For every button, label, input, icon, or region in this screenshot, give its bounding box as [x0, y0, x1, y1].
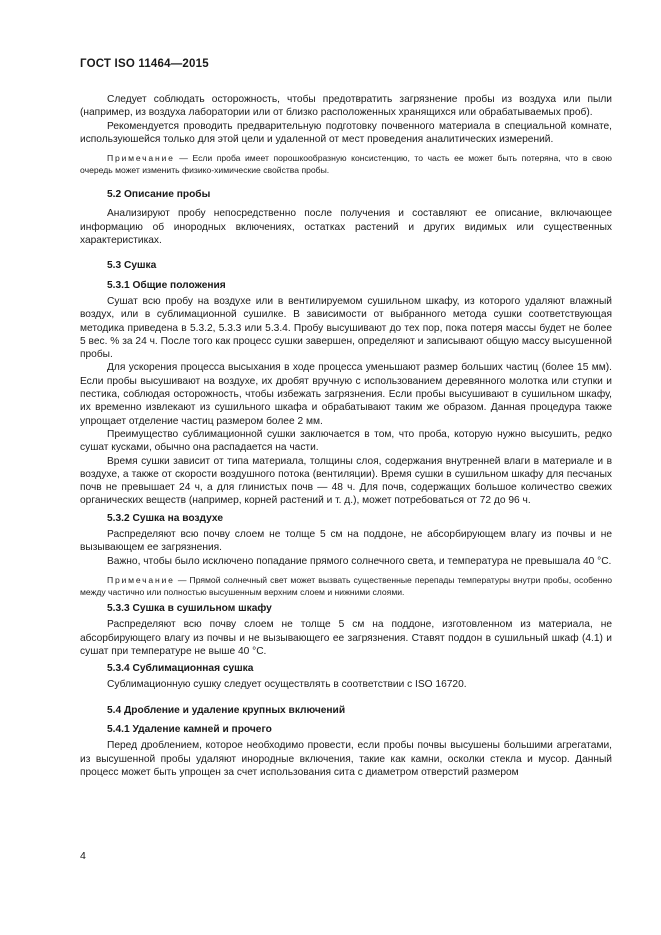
section-heading-5-3-1: 5.3.1 Общие положения	[107, 279, 226, 291]
section-heading-5-3-4: 5.3.4 Сублимационная сушка	[107, 663, 254, 675]
note-label: Примечание	[107, 574, 175, 585]
note-text: — Прямой солнечный свет может вызвать существенные перепады температуры внутри пробы, особенно между частично или полностью высушенным верхним слоем и нижними слоями.	[80, 574, 612, 597]
paragraph: Перед дроблением, которое необходимо провести, если пробы почвы высушены большими агрегатами, из высушенной пробы удаляют инородные включения, такие как камни, осколки стекла и мусор. Данный процесс может быть упрощен за счет использования сита с диаметром отверстий размером	[80, 740, 612, 778]
note-text: — Если проба имеет порошкообразную консистенцию, то часть ее может быть потеряна, что в свою очередь может изменить физико-химические свойства пробы.	[80, 153, 612, 176]
section-heading-5-3-3: 5.3.3 Сушка в сушильном шкафу	[107, 602, 272, 614]
paragraph: Важно, чтобы было исключено попадание прямого солнечного света, и температура не превышала 40 °С.	[107, 555, 612, 567]
paragraph: Анализируют пробу непосредственно после получения и составляют ее описание, включающее информацию об инородных включениях, остатках растений и других видимых или существенных характеристиках.	[80, 208, 612, 247]
paragraph: Рекомендуется проводить предварительную подготовку почвенного материала в специальной комнате, используюшейся только для этой цели и удаленной от мест проведения аналитических измерений.	[80, 120, 612, 145]
paragraph: Сублимационную сушку следует осуществлять в соответствии с ISO 16720.	[107, 679, 467, 691]
note-label: Примечание	[107, 153, 175, 164]
paragraph: Распределяют всю почву слоем не толще 5 см на поддоне, не абсорбирующем влагу из почвы и не вызывающем ее загрязнения.	[80, 529, 612, 554]
document-header: ГОСТ ISO 11464—2015	[80, 58, 209, 70]
section-heading-5-2: 5.2 Описание пробы	[107, 189, 211, 201]
paragraph: Преимущество сублимационной сушки заключается в том, что проба, которую нужно высушить, редко сушат кусками, обычно она распадается на части.	[80, 428, 612, 454]
document-body	[80, 93, 612, 779]
section-heading-5-3: 5.3 Сушка	[107, 260, 157, 272]
paragraph: Для ускорения процесса высыхания в ходе процесса уменьшают размер больших частиц (более 15 мм). Если пробы высушивают на воздухе, их дробят вручную с использованием деревянного молотка или ступки и пестика, соблюдая осторожность, чтобы избежать загрязнения. Если пробы высушивают в сушильном шкафу, их временно извлекают из сушильного шкафа и обрабатывают таким же образом. Данная процедура также упрощает отделение частиц размером более 2 мм.	[80, 362, 612, 427]
paragraph: Распределяют всю почву слоем не толще 5 см на поддоне, изготовленном из материала, не абсорбирующего влагу из почвы и не вызывающего ее загрязнения. Ставят поддон в сушильный шкаф (4.1) и сушат при температуре не выше 40 °С.	[80, 619, 612, 657]
paragraph: Сушат всю пробу на воздухе или в вентилируемом сушильном шкафу, из которого удаляют влажный воздух, или в сублимационной сушилке. В зависимости от выбранного метода сушки соответствующая методика приведена в 5.3.2, 5.3.3 или 5.3.4. Пробу высушивают до тех пор, пока потеря массы будет не более 5 вес. % за 24 ч. После того как процесс сушки завершен, определяют и записывают общую массу высушенной пробы.	[80, 295, 612, 361]
page-number: 4	[80, 850, 86, 862]
note	[80, 152, 612, 176]
section-heading-5-4-1: 5.4.1 Удаление камней и прочего	[107, 723, 272, 735]
paragraph: Время сушки зависит от типа материала, толщины слоя, содержания внутренней влаги в материале и в воздухе, а также от скорости воздушного потока (вентиляции). Время сушки в сушильном шкафу для песчаных почв не превышает 24 ч, а для глинистых почв — 48 ч. Для почв, содержащих большое количество свежих органических веществ (например, корней растений и т. д.), может потребоваться от 72 до 96 ч.	[80, 455, 612, 507]
note	[80, 574, 612, 598]
section-heading-5-3-2: 5.3.2 Сушка на воздухе	[107, 512, 223, 524]
section-heading-5-4: 5.4 Дробление и удаление крупных включений	[107, 704, 346, 716]
paragraph: Следует соблюдать осторожность, чтобы предотвратить загрязнение пробы из воздуха или пыли (например, из воздуха лаборатории или от близко расположенных хранящихся или обрабатываемых проб).	[80, 94, 612, 119]
